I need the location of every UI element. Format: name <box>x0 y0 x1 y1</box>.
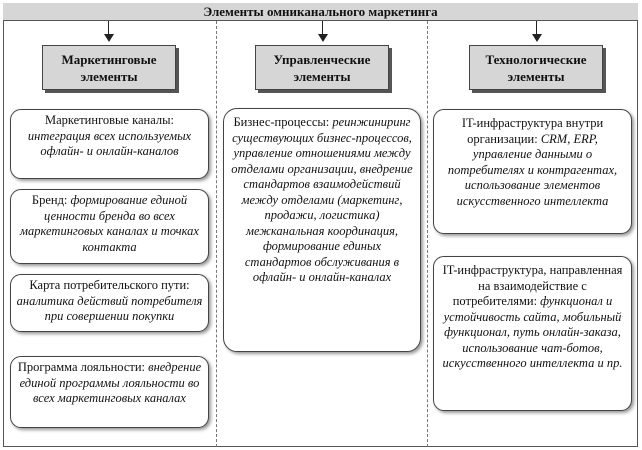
diagram-title: Элементы омниканального маркетинга <box>3 3 638 21</box>
header-management-line1: Управленческие <box>273 51 371 67</box>
header-management-line2: элементы <box>293 68 351 84</box>
card-brand <box>10 189 209 264</box>
header-marketing-line2: элементы <box>80 68 138 84</box>
header-management <box>255 45 389 90</box>
card-title: Карта потребительского пути: <box>29 278 190 292</box>
card-text: реинжиниринг существующих бизнес-процессов, управление отношениями между отделами организации, внедрение стандартов взаимодействий между отделами (маркетинг, продажи, логистика) межканальная координация, формирование единых стандартов обслуживания в офлайн- и онлайн-каналах <box>231 115 413 284</box>
card-marketing-channels <box>10 109 209 179</box>
card-title: Бренд: <box>31 193 68 207</box>
card-it-internal <box>433 109 632 234</box>
card-text: интеграция всех используемых офлайн- и онлайн-каналов <box>27 128 192 158</box>
header-technology-line2: элементы <box>507 68 565 84</box>
header-marketing <box>42 45 176 90</box>
arrow-technology <box>536 21 537 35</box>
card-title: IT-инфраструктура, направленная на взаимодействие с потребителями: <box>442 263 623 308</box>
header-technology <box>469 45 603 90</box>
card-title: Маркетинговые каналы: <box>45 113 174 127</box>
card-title: Программа лояльности: <box>17 360 146 374</box>
arrow-marketing <box>108 21 109 35</box>
header-marketing-line1: Маркетинговые <box>61 51 157 67</box>
card-customer-journey <box>10 274 209 332</box>
card-it-customer <box>433 256 632 411</box>
column-divider-left <box>216 21 217 447</box>
card-text: функционал и устойчивость сайта, мобильный функционал, путь онлайн-заказа, использование чат-ботов, искусственного интеллекта и пр. <box>442 294 623 370</box>
arrow-head-technology <box>532 34 542 42</box>
card-text: формирование единой ценности бренда во всех маркетинговых каналах и точках контакта <box>20 193 199 254</box>
arrow-head-marketing <box>104 34 114 42</box>
column-divider-right <box>427 21 428 447</box>
card-business-processes <box>223 108 421 352</box>
card-loyalty-program <box>10 356 209 428</box>
card-title: IT-инфраструктура внутри организации: <box>461 116 604 146</box>
header-technology-line1: Технологические <box>485 51 587 67</box>
card-text: CRM, ERP, управление данными о потребителях и контрагентах, использование элементов искусственного интеллекта <box>447 131 618 208</box>
card-text: внедрение единой программы лояльности во всех маркетинговых каналах <box>19 360 202 405</box>
card-title: Бизнес-процессы: <box>233 115 330 129</box>
arrow-head-management <box>318 34 328 42</box>
arrow-management <box>322 21 323 35</box>
card-text: аналитика действий потребителя при совершении покупки <box>16 293 203 323</box>
